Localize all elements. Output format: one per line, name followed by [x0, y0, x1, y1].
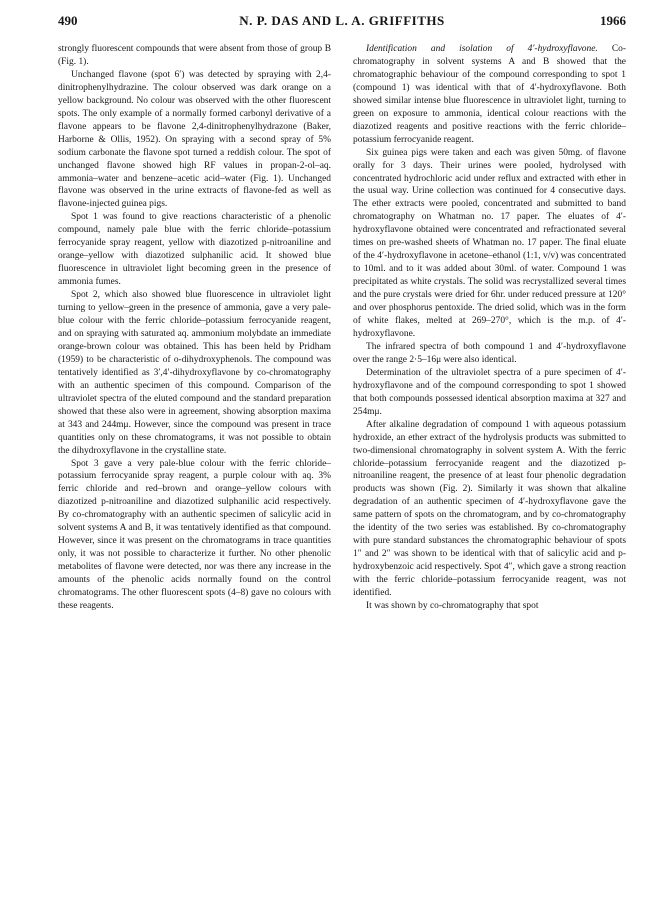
- paragraph: Spot 2, which also showed blue fluorescence in ultraviolet light turning to yellow–green in the presence of ammonia, gave a very pale-blue colour with the ferric chloride–potassium ferrocyanide reagent, and on spraying with saturated aq. ammonium molybdate an immediate orange-brown colour was obtained. This has been held by Pridham (1959) to be characteristic of o-dihydroxyphenols. The compound was tentatively identified as 3′,4′-dihydroxyflavone by co-chromatography with an authentic specimen of this compound. Comparison of the ultraviolet spectra of the eluted compound and the standard preparation showed that these also were in agreement, showing absorption maxima at 343 and 244mμ. However, since the compound was present in trace quantities only on these chromatograms, it was not possible to obtain the dihydroxyflavone in the crystalline state.: [58, 290, 331, 456]
- paragraph: It was shown by co-chromatography that spot: [366, 600, 539, 611]
- paragraph: Unchanged flavone (spot 6′) was detected by spraying with 2,4-dinitrophenylhydrazine. The colour observed was dark orange on a yellow background. No colour was observed with the other fluorescent spots. The only example of a normally formed carbonyl derivative of a flavone appears to be flavone 2,4-dinitrophenylhydrazone (Baker, Harborne & Ollis, 1952). On spraying with a second spray of 5% sodium carbonate the flavone spot turned a reddish colour. The spot of unchanged flavone showed high RF values in propan-2-ol–aq. ammonia–water and benzene–acetic acid–water (Fig. 1). Unchanged flavone was observed in the urine extracts of flavone-fed as well as flavone-injected guinea pigs.: [58, 69, 331, 210]
- paragraph: strongly fluorescent compounds that were absent from those of group B (Fig. 1).: [58, 44, 331, 67]
- page-header: [58, 13, 626, 33]
- section-paragraph: [353, 43, 626, 147]
- right-column: [353, 43, 626, 613]
- paragraph: The infrared spectra of both compound 1 and 4′-hydroxyflavone over the range 2·5–16μ were also identical.: [353, 341, 626, 365]
- paragraph-text: Co-chromatography in solvent systems A and B showed that the chromatographic behaviour of the compound corresponding to spot 1 (compound 1) was identical with that of 4′-hydroxyflavone. Both showed similar intense blue fluorescence in ultraviolet light, turning to green on exposure to ammonia, identical colour reactions with the diazotized reagents and positive reactions with the ferric chloride–potassium ferrocyanide reagent.: [353, 44, 626, 145]
- section-heading: Identification and isolation of 4′-hydroxyflavone.: [366, 44, 598, 54]
- paragraph: Six guinea pigs were taken and each was given 50mg. of flavone orally for 3 days. Their urines were pooled, hydrolysed with concentrated hydrochloric acid under reflux and extracted with ether in the usual way. Urine collection was continued for 4 consecutive days. The ether extracts were pooled, concentrated and submitted to band chromatography on Whatman no. 17 paper. The eluates of 4′-hydroxyflavone obtained were concentrated and refractionated several times on pre-washed sheets of Whatman no. 17 paper. The final eluate of the 4′-hydroxyflavone in acetone–ethanol (1:1, v/v) was concentrated to 10ml. and to it was added about 30ml. of water. Compound 1 was precipitated as white crystals. The solid was recrystallized several times and the pure crystals were dried for 6hr. under reduced pressure at 120° and over phosphorus pentoxide. The dried solid, which was in the form of white flakes, melted at 269–270°, which is the m.p. of 4′-hydroxyflavone.: [353, 147, 626, 339]
- paragraph: Determination of the ultraviolet spectra of a pure specimen of 4′-hydroxyflavone and of the compound corresponding to spot 1 showed that both compounds possessed identical absorption maxima at 327 and 254mμ.: [353, 367, 626, 417]
- page-number: 490: [58, 13, 78, 28]
- paragraph: Spot 3 gave a very pale-blue colour with the ferric chloride–potassium ferrocyanide spray reagent, a purple colour with aq. 3% ferric chloride and red–brown and orange–yellow colours with diazotized p-nitroaniline and diazotized sulphanilic acid respectively. By co-chromatography with an authentic specimen of salicylic acid in solvent systems A and B, it was tentatively identified as that compound. However, since it was present on the chromatograms in trace quantities only, it was not possible to characterize it further. No other phenolic metabolites of flavone were detected, nor was there any increase in the amounts of the phenolic acids normally found on the control chromatograms. The other fluorescent spots (4–8) gave no colours with these reagents.: [58, 458, 331, 611]
- year: 1966: [600, 13, 626, 28]
- running-title: N. P. DAS AND L. A. GRIFFITHS: [239, 13, 445, 28]
- paragraph: Spot 1 was found to give reactions characteristic of a phenolic compound, namely pale blue with the ferric chloride–potassium ferrocyanide spray reagent, yellow with diazotized p-nitroaniline and orange–yellow with diazotized sulphanilic acid. It showed blue fluorescence in ultraviolet light becoming green in the presence of ammonia fumes.: [58, 212, 331, 288]
- paragraph: After alkaline degradation of compound 1 with aqueous potassium hydroxide, an ether extract of the hydrolysis products was submitted to two-dimensional chromatography in solvent system A. With the ferric chloride–potassium ferrocyanide reagent and the diazotized p-nitroaniline reagent, the presence of at least four phenolic degradation products was shown (Fig. 2). Similarly it was shown that alkaline degradation of an authentic specimen of 4′-hydroxyflavone gave the same pattern of spots on the chromatogram, and by co-chromatography the identity of the two series was established. By co-chromatography with pure standard substances the chromatographic behaviour of spots 1″ and 2″ was shown to be identical with that of salicylic acid and p-hydroxybenzoic acid respectively. Spot 4″, which gave a strong reaction with the ferric chloride–potassium ferrocyanide reagent, was not identified.: [353, 419, 626, 599]
- left-column: [58, 43, 331, 613]
